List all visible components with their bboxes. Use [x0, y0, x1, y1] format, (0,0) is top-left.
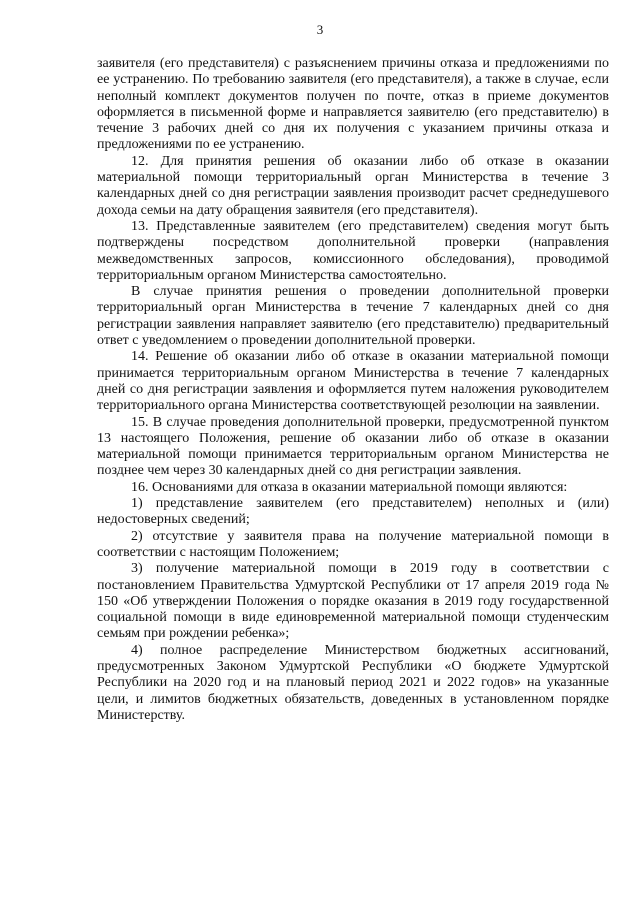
paragraph-13: 13. Представленные заявителем (его представителем) сведения могут быть подтверждены посредством дополнительной проверки (направления межведомственных запросов, комиссионного обследования), проводимой территориальным органом Министерства самостоятельно. — [97, 218, 609, 283]
paragraph-13-additional-check: В случае принятия решения о проведении дополнительной проверки территориальный орган Министерства в течение 7 календарных дней со дня регистрации заявления направляет заявителю (его представителю) предварительный ответ с уведомлением о проведении дополнительной проверки. — [97, 284, 609, 349]
paragraph-16: 16. Основаниями для отказа в оказании материальной помощи являются: — [131, 479, 568, 495]
paragraph-15: 15. В случае проведения дополнительной проверки, предусмотренной пунктом 13 настоящего Положения, решение об оказании либо об отказе в оказании материальной помощи принимается территориальным органом Министерства не позднее чем через 30 календарных дней со дня регистрации заявления. — [97, 414, 609, 479]
list-item-3: 3) получение материальной помощи в 2019 году в соответствии с постановлением Правительства Удмуртской Республики от 17 апреля 2019 года № 150 «Об утверждении Положения о порядке оказания в 2019 году государственной социальной помощи в виде единовременной материальной помощи студенческим семьям при рождении ребенка»; — [97, 561, 609, 642]
list-item-1: 1) представление заявителем (его представителем) неполных и (или) недостоверных сведений; — [97, 496, 609, 528]
paragraph-14: 14. Решение об оказании либо об отказе в оказании материальной помощи принимается территориальным органом Министерства в течение 7 календарных дней со дня регистрации заявления и оформляется путем наложения руководителем территориального органа Министерства соответствующей резолюции на заявлении. — [97, 349, 609, 414]
paragraph-continuation: заявителя (его представителя) с разъяснением причины отказа и предложениями по ее устранению. По требованию заявителя (его представителя), а также в случае, если неполный комплект документов получен по почте, отказ в приеме документов оформляется в письменной форме и направляется заявителю (его представителю) в течение 3 рабочих дней со дня их получения с указанием причины отказа и предложениями по ее устранению. — [97, 56, 609, 153]
body-text — [97, 56, 609, 724]
page-number: 3 — [316, 22, 324, 37]
list-item-2: 2) отсутствие у заявителя права на получение материальной помощи в соответствии с настоящим Положением; — [97, 528, 609, 560]
list-item-4: 4) полное распределение Министерством бюджетных ассигнований, предусмотренных Законом Удмуртской Республики «О бюджете Удмуртской Республики на 2020 год и на плановый период 2021 и 2022 годов» на указанные цели, и лимитов бюджетных обязательств, доведенных в установленном порядке Министерству. — [97, 642, 609, 723]
paragraph-12: 12. Для принятия решения об оказании либо об отказе в оказании материальной помощи территориальный орган Министерства в течение 3 календарных дней со дня регистрации заявления производит расчет среднедушевого дохода семьи на дату обращения заявителя (его представителя). — [97, 153, 609, 218]
